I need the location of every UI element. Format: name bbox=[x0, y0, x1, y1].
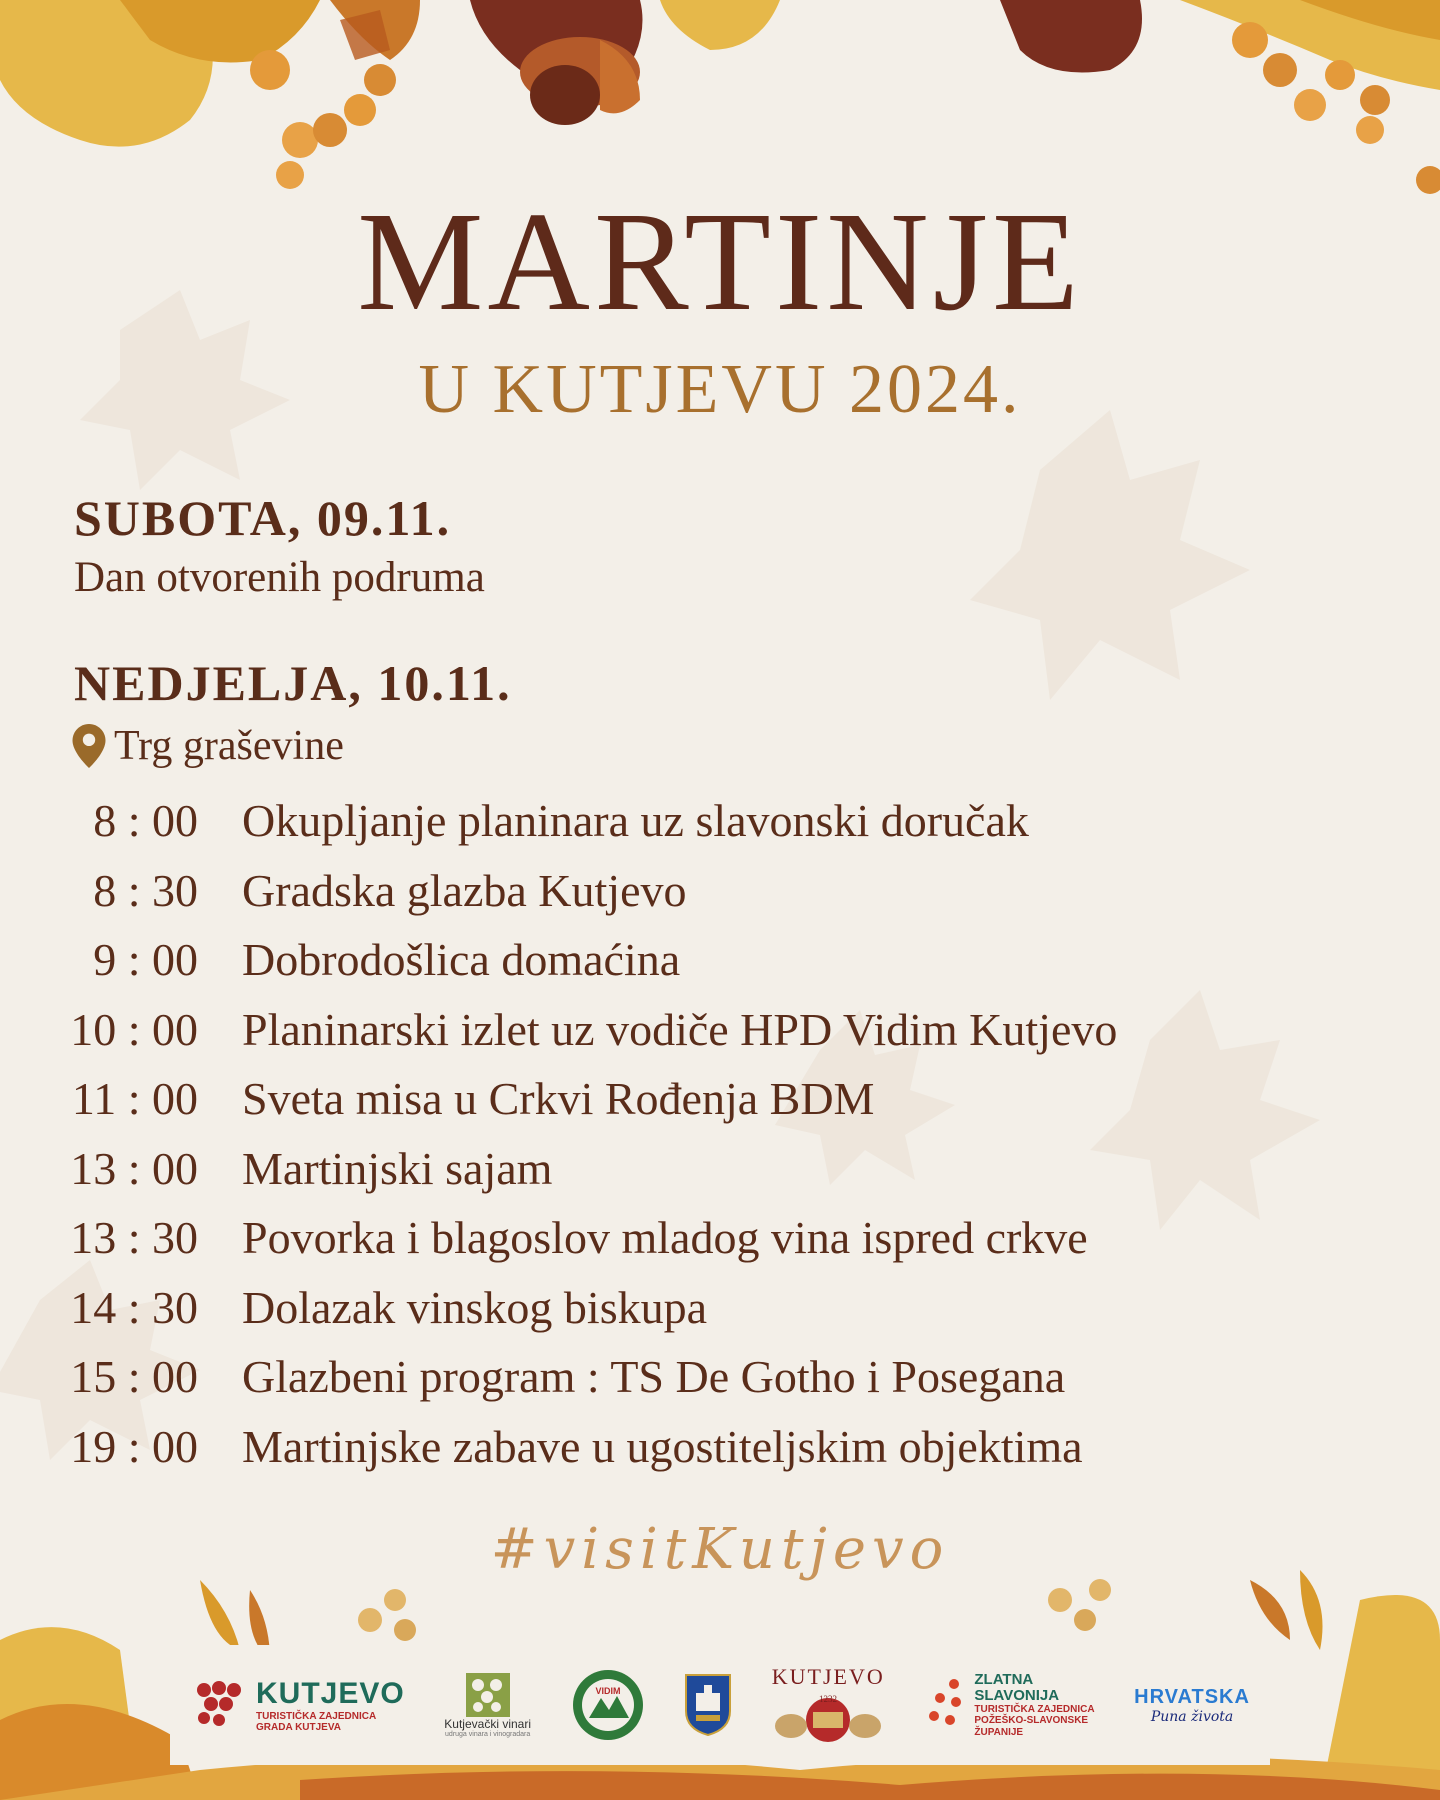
hpd-vidim-logo bbox=[571, 1668, 645, 1742]
hashtag: #visitKutjevo bbox=[490, 1517, 950, 1582]
hpd-name: VIDIM bbox=[595, 1686, 621, 1696]
zlatna-line1: ZLATNA bbox=[974, 1671, 1034, 1688]
schedule-time: 11 : 00 bbox=[71, 1073, 198, 1125]
hpd-badge-icon bbox=[571, 1668, 645, 1742]
schedule-time: 10 : 00 bbox=[70, 1003, 198, 1055]
hrvatska-tagline: Puna života bbox=[1150, 1708, 1234, 1725]
schedule-time: 14 : 30 bbox=[70, 1281, 198, 1333]
schedule-row bbox=[40, 1134, 1380, 1204]
hrvatska-name: HRVATSKA bbox=[1134, 1685, 1250, 1708]
schedule-event: Martinjski sajam bbox=[242, 1142, 553, 1194]
schedule-event: Glazbeni program : TS De Gotho i Posegana bbox=[242, 1351, 1066, 1403]
schedule-event: Okupljanje planinara uz slavonski doručak bbox=[242, 795, 1029, 847]
zlatna-line2: SLAVONIJA bbox=[974, 1686, 1060, 1704]
vinari-name: Kutjevački vinari bbox=[444, 1716, 531, 1731]
schedule-row bbox=[40, 925, 1380, 995]
schedule-event: Dolazak vinskog biskupa bbox=[242, 1281, 708, 1333]
schedule-time: 8 : 30 bbox=[93, 864, 198, 916]
schedule-time: 13 : 30 bbox=[70, 1212, 198, 1264]
schedule-row bbox=[40, 1064, 1380, 1134]
vinari-sub: udruga vinara i vinogradara bbox=[445, 1730, 531, 1738]
schedule-time: 19 : 00 bbox=[70, 1420, 198, 1472]
sunday-heading: NEDJELJA, 10.11. bbox=[74, 655, 512, 711]
zlatna-slavonija-logo bbox=[924, 1672, 1094, 1738]
schedule-event: Povorka i blagoslov mladog vina ispred crkve bbox=[242, 1212, 1088, 1264]
event-title: MARTINJE bbox=[357, 182, 1083, 340]
winery-name: KUTJEVO bbox=[771, 1664, 885, 1689]
schedule-time: 13 : 00 bbox=[70, 1142, 198, 1194]
schedule-event: Martinjske zabave u ugostiteljskim objektima bbox=[242, 1420, 1083, 1472]
schedule-event: Planinarski izlet uz vodiče HPD Vidim Kutjevo bbox=[242, 1003, 1118, 1055]
schedule-row bbox=[40, 995, 1380, 1065]
kutjevo-coat-of-arms bbox=[684, 1673, 732, 1737]
hrvatska-logo bbox=[1134, 1686, 1250, 1725]
schedule-row bbox=[40, 1203, 1380, 1273]
schedule-time: 8 : 00 bbox=[93, 795, 198, 847]
schedule-row bbox=[40, 786, 1380, 856]
tz-kutjevo-name: KUTJEVO bbox=[256, 1676, 405, 1710]
saturday-heading: SUBOTA, 09.11. bbox=[74, 490, 452, 546]
kutjevacki-vinari-logo bbox=[444, 1673, 531, 1738]
sunday-location bbox=[72, 722, 344, 770]
winery-year: 1232 bbox=[819, 1694, 838, 1704]
saturday-description: Dan otvorenih podruma bbox=[74, 554, 485, 601]
schedule-row bbox=[40, 1273, 1380, 1343]
schedule-event: Sveta misa u Crkvi Rođenja BDM bbox=[242, 1073, 875, 1125]
schedule-time: 15 : 00 bbox=[70, 1351, 198, 1403]
zlatna-sub1: TURISTIČKA ZAJEDNICA bbox=[974, 1703, 1095, 1715]
schedule-row bbox=[40, 856, 1380, 926]
coat-of-arms-icon bbox=[684, 1673, 732, 1737]
winery-emblem-icon bbox=[773, 1690, 883, 1746]
schedule-event: Gradska glazba Kutjevo bbox=[242, 864, 687, 916]
schedule-row bbox=[40, 1342, 1380, 1412]
vinari-grapes-icon bbox=[466, 1673, 510, 1717]
tz-kutjevo-logo bbox=[190, 1676, 405, 1734]
zlatna-sub2: POŽEŠKO-SLAVONSKE bbox=[974, 1715, 1089, 1726]
event-subtitle: U KUTJEVU 2024. bbox=[418, 351, 1022, 428]
zlatna-sub3: ŽUPANIJE bbox=[974, 1726, 1024, 1738]
schedule-row bbox=[40, 1412, 1380, 1482]
tz-kutjevo-line1: TURISTIČKA ZAJEDNICA bbox=[256, 1710, 377, 1722]
zlatna-dots-icon bbox=[924, 1676, 968, 1734]
schedule-list bbox=[40, 786, 1380, 1481]
tz-kutjevo-line2: GRADA KUTJEVA bbox=[256, 1722, 342, 1733]
sponsor-logos bbox=[190, 1650, 1250, 1760]
location-label: Trg graševine bbox=[114, 723, 344, 769]
map-pin-icon bbox=[72, 724, 106, 768]
schedule-event: Dobrodošlica domaćina bbox=[242, 934, 681, 986]
schedule-time: 9 : 00 bbox=[93, 934, 198, 986]
kutjevo-winery-logo bbox=[772, 1664, 885, 1746]
grapes-icon bbox=[190, 1676, 248, 1734]
